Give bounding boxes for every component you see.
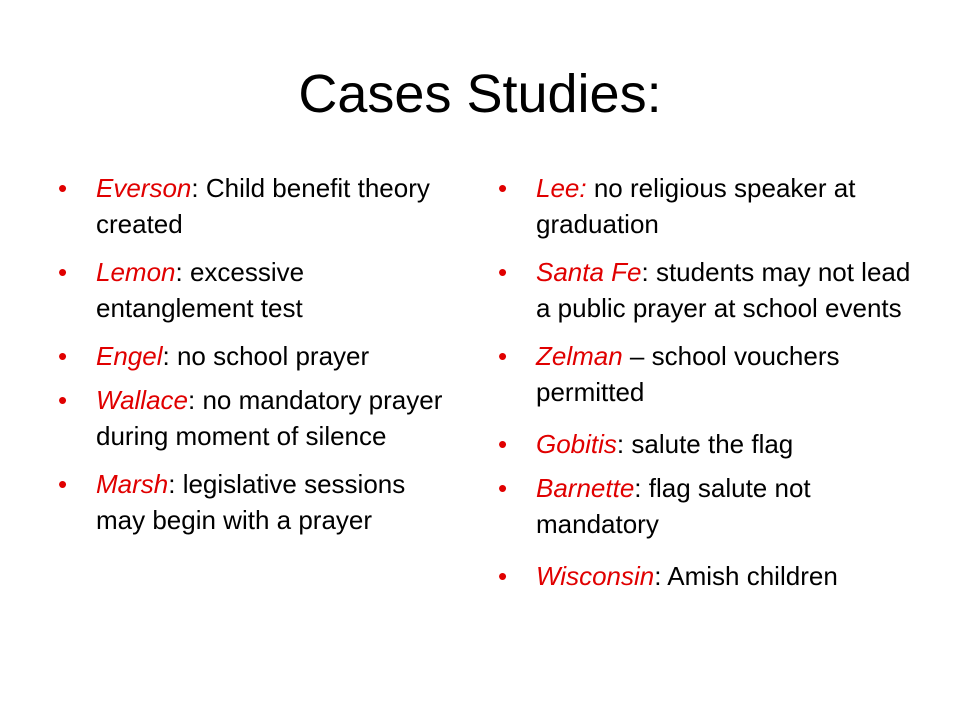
list-item <box>498 170 918 242</box>
slide-title: Cases Studies: <box>298 64 662 124</box>
bullet-icon: • <box>498 429 508 459</box>
case-description: : excessive entanglement test <box>96 257 305 323</box>
case-name: Gobitis <box>536 429 617 459</box>
case-name: Santa Fe <box>536 257 642 287</box>
list-item <box>58 466 448 538</box>
case-description: : no mandatory prayer during moment of silence <box>96 385 443 451</box>
case-name: Barnette <box>536 473 635 503</box>
list-item <box>498 338 918 410</box>
case-name: Everson <box>96 173 192 203</box>
list-item <box>58 170 448 242</box>
case-description: : flag salute not mandatory <box>536 473 811 539</box>
bullet-icon: • <box>58 257 68 287</box>
bullet-icon: • <box>58 385 68 415</box>
list-item <box>58 338 448 374</box>
bullet-icon: • <box>58 469 68 499</box>
case-name: Zelman <box>536 341 623 371</box>
left-case-list <box>58 170 448 538</box>
case-description: no religious speaker at graduation <box>536 173 856 239</box>
bullet-icon: • <box>498 341 508 371</box>
case-description: : Amish children <box>654 561 838 591</box>
case-name: Marsh <box>96 469 169 499</box>
list-item <box>498 470 918 542</box>
bullet-icon: • <box>498 473 508 503</box>
case-name: Lee: <box>536 173 587 203</box>
list-item <box>498 426 918 462</box>
bullet-icon: • <box>58 341 68 371</box>
case-description: : legislative sessions may begin with a prayer <box>96 469 406 535</box>
list-item <box>58 254 448 326</box>
bullet-icon: • <box>498 173 508 203</box>
case-description: : Child benefit theory created <box>96 173 430 239</box>
case-description: : no school prayer <box>162 341 370 371</box>
case-name: Lemon <box>96 257 176 287</box>
list-item <box>498 254 918 326</box>
case-name: Wallace <box>96 385 189 415</box>
bullet-icon: • <box>498 257 508 287</box>
case-name: Wisconsin <box>536 561 655 591</box>
case-description: – school vouchers permitted <box>536 341 840 407</box>
list-item <box>58 382 448 454</box>
bullet-icon: • <box>58 173 68 203</box>
case-description: : salute the flag <box>616 429 794 459</box>
right-case-list <box>498 170 918 594</box>
case-description: : students may not lead a public prayer at school events <box>536 257 911 323</box>
bullet-icon: • <box>498 561 508 591</box>
list-item <box>498 558 918 594</box>
case-name: Engel <box>96 341 163 371</box>
